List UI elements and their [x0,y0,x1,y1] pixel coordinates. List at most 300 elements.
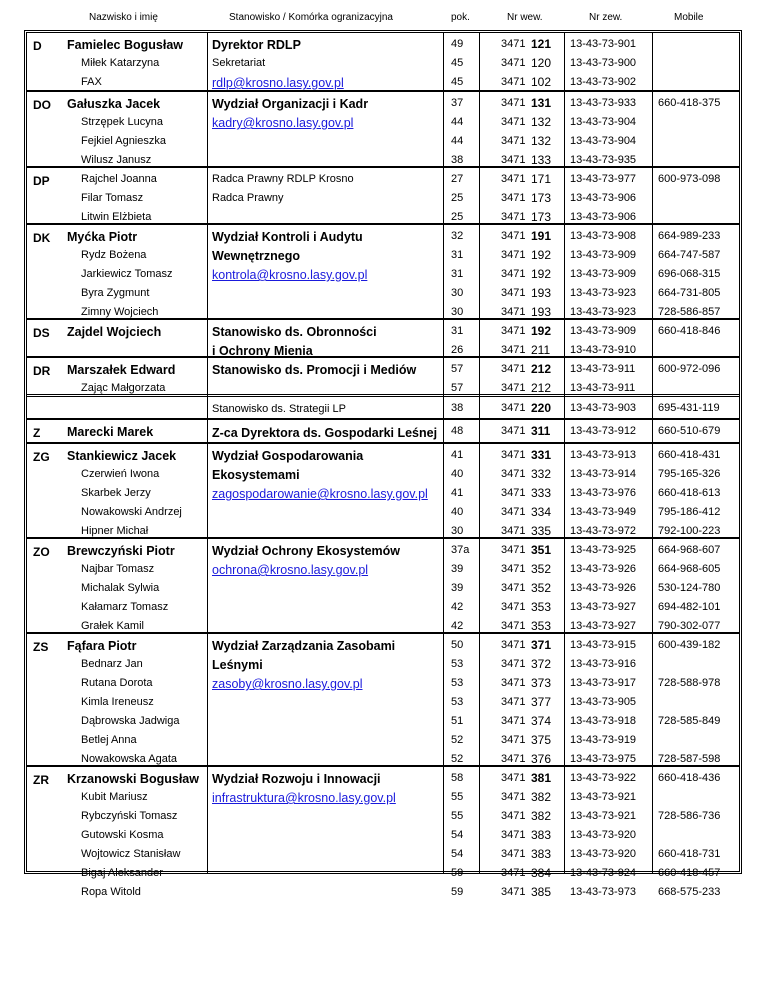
internal-extension: 333 [531,486,552,500]
column-divider [479,539,480,634]
room-number: 57 [451,363,464,375]
phone-prefix: 3471 [501,425,526,437]
unit-title: Stanowisko ds. Promocji i Mediów [212,363,417,377]
column-divider [564,358,565,396]
phone-prefix: 3471 [501,582,526,594]
external-number: 13-43-73-909 [570,249,637,261]
column-divider [443,92,444,168]
person-name: Rybczyński Tomasz [81,810,178,822]
unit-title: Radca Prawny [212,192,284,204]
column-divider [564,33,565,90]
column-divider [479,767,480,873]
internal-extension: 375 [531,733,552,747]
column-divider [564,92,565,168]
section-do [27,90,739,168]
internal-extension: 120 [531,56,552,70]
mobile-number: 668-575-233 [658,886,721,898]
unit-code: DO [33,98,51,112]
column-divider [443,33,444,90]
room-number: 27 [451,173,464,185]
mobile-number: 694-482-101 [658,601,721,613]
phone-prefix: 3471 [501,658,526,670]
person-name: Fejkiel Agnieszka [81,135,166,147]
internal-extension: 382 [531,790,552,804]
internal-extension: 383 [531,828,552,842]
person-name: Zimny Wojciech [81,306,159,318]
column-divider [207,420,208,444]
section-zr [27,765,739,899]
person-name: Wilusz Janusz [81,154,152,166]
unit-code: ZR [33,773,49,787]
external-number: 13-43-73-973 [570,886,637,898]
phone-prefix: 3471 [501,363,526,375]
room-number: 42 [451,620,464,632]
unit-title: Wewnętrznego [212,249,300,263]
phone-prefix: 3471 [501,677,526,689]
internal-extension: 382 [531,809,552,823]
room-number: 41 [451,487,464,499]
unit-title: Wydział Kontroli i Audytu [212,230,363,244]
phone-prefix: 3471 [501,487,526,499]
column-divider [207,168,208,225]
phone-prefix: 3471 [501,57,526,69]
internal-extension: 193 [531,305,552,319]
internal-extension: 132 [531,115,552,129]
external-number: 13-43-73-905 [570,696,637,708]
room-number: 57 [451,382,464,394]
room-number: 31 [451,249,464,261]
person-name: Ropa Witold [81,886,141,898]
mobile-number: 664-968-607 [658,544,721,556]
column-divider [652,767,653,873]
phone-prefix: 3471 [501,211,526,223]
column-divider [564,320,565,358]
column-divider [479,320,480,358]
internal-extension: 132 [531,134,552,148]
external-number: 13-43-73-911 [570,363,636,375]
column-divider [652,33,653,90]
external-number: 13-43-73-902 [570,76,637,88]
room-number: 51 [451,715,464,727]
column-divider [207,767,208,873]
phone-prefix: 3471 [501,829,526,841]
phone-prefix: 3471 [501,525,526,537]
column-divider [652,634,653,767]
phone-prefix: 3471 [501,468,526,480]
phone-prefix: 3471 [501,506,526,518]
person-name: Brewczyński Piotr [67,544,175,558]
phone-prefix: 3471 [501,753,526,765]
mobile-number: 696-068-315 [658,268,721,280]
internal-extension: 121 [531,37,552,51]
external-number: 13-43-73-976 [570,487,637,499]
phone-prefix: 3471 [501,154,526,166]
unit-title: Z-ca Dyrektora ds. Gospodarki Leśnej [212,426,438,440]
internal-extension: 171 [531,172,552,186]
unit-title: Stanowisko ds. Strategii LP [212,403,346,415]
mobile-number: 600-439-182 [658,639,721,651]
room-number: 45 [451,76,464,88]
room-number: 30 [451,287,464,299]
person-name: Bigaj Aleksander [81,867,163,879]
column-divider [207,92,208,168]
internal-extension: 371 [531,638,552,652]
mobile-number: 792-100-223 [658,525,721,537]
person-name: FAX [81,76,102,88]
phone-prefix: 3471 [501,867,526,879]
room-number: 31 [451,325,464,337]
person-name: Zając Małgorzata [81,382,166,394]
phone-prefix: 3471 [501,97,526,109]
phone-prefix: 3471 [501,563,526,575]
mobile-number: 600-972-096 [658,363,721,375]
internal-extension: 191 [531,229,552,243]
phone-prefix: 3471 [501,544,526,556]
column-divider [652,358,653,396]
external-number: 13-43-73-909 [570,325,637,337]
column-divider [443,225,444,320]
table-header [24,0,742,30]
column-divider [479,358,480,396]
mobile-number: 664-989-233 [658,230,721,242]
internal-extension: 377 [531,695,552,709]
person-name: Marszałek Edward [67,363,176,377]
unit-title: Wydział Gospodarowania [212,449,364,463]
directory-table [24,30,742,899]
section-strategy [27,394,739,421]
internal-extension: 384 [531,866,552,880]
internal-extension: 211 [531,343,551,357]
room-number: 44 [451,116,464,128]
column-divider [652,168,653,225]
column-divider [564,634,565,767]
room-number: 52 [451,734,464,746]
person-name: Marecki Marek [67,425,154,439]
phone-prefix: 3471 [501,848,526,860]
mobile-number: 728-588-978 [658,677,721,689]
person-name: Litwin Elżbieta [81,211,152,223]
phone-prefix: 3471 [501,810,526,822]
phone-prefix: 3471 [501,734,526,746]
room-number: 50 [451,639,464,651]
unit-code: ZS [33,640,49,654]
email-link[interactable]: kontrola@krosno.lasy.gov.pl [212,268,368,282]
internal-extension: 352 [531,581,552,595]
external-number: 13-43-73-914 [570,468,637,480]
person-name: Czerwień Iwona [81,468,160,480]
unit-code: ZG [33,450,50,464]
column-divider [479,168,480,225]
phone-prefix: 3471 [501,639,526,651]
external-number: 13-43-73-904 [570,116,637,128]
room-number: 54 [451,829,464,841]
internal-extension: 334 [531,505,552,519]
person-name: Nowakowski Andrzej [81,506,182,518]
section-zg [27,442,739,539]
person-name: Wojtowicz Stanisław [81,848,181,860]
room-number: 42 [451,601,464,613]
room-number: 48 [451,425,464,437]
internal-extension: 353 [531,600,552,614]
phone-prefix: 3471 [501,306,526,318]
unit-title: Wydział Zarządzania Zasobami [212,639,396,653]
unit-code: Z [33,426,41,440]
room-number: 53 [451,696,464,708]
phone-prefix: 3471 [501,325,526,337]
room-number: 41 [451,449,464,461]
internal-extension: 192 [531,324,552,338]
person-name: Skarbek Jerzy [81,487,151,499]
external-number: 13-43-73-927 [570,620,637,632]
external-number: 13-43-73-949 [570,506,637,518]
person-name: Famielec Bogusław [67,38,184,52]
unit-title: Dyrektor RDLP [212,38,301,52]
phone-prefix: 3471 [501,601,526,613]
room-number: 37 [451,97,464,109]
person-name: Kubit Mariusz [81,791,148,803]
internal-extension: 212 [531,381,552,395]
person-name: Rydz Bożena [81,249,147,261]
external-number: 13-43-73-919 [570,734,637,746]
mobile-number: 660-418-731 [658,848,721,860]
room-number: 25 [451,211,464,223]
column-divider [479,92,480,168]
external-number: 13-43-73-911 [570,382,636,394]
section-dp [27,166,739,225]
unit-title: Ekosystemami [212,468,300,482]
person-name: Stankiewicz Jacek [67,449,177,463]
section-dr [27,356,739,396]
internal-extension: 373 [531,676,552,690]
internal-extension: 192 [531,267,552,281]
person-name: Miłek Katarzyna [81,57,160,69]
section-dk [27,223,739,320]
internal-extension: 374 [531,714,552,728]
phone-prefix: 3471 [501,76,526,88]
column-divider [479,225,480,320]
room-number: 30 [451,525,464,537]
mobile-number: 660-418-431 [658,449,721,461]
person-name: Myćka Piotr [67,230,138,244]
column-divider [479,444,480,539]
phone-prefix: 3471 [501,772,526,784]
column-divider [652,444,653,539]
email-link[interactable]: ochrona@krosno.lasy.gov.pl [212,563,369,577]
room-number: 39 [451,582,464,594]
internal-extension: 335 [531,524,552,538]
column-divider [479,420,480,444]
phone-prefix: 3471 [501,38,526,50]
room-number: 58 [451,772,464,784]
internal-extension: 331 [531,448,552,462]
room-number: 40 [451,506,464,518]
person-name: Bednarz Jan [81,658,143,670]
phone-prefix: 3471 [501,287,526,299]
unit-code: DK [33,231,51,245]
column-divider [564,444,565,539]
person-name: Grałek Kamil [81,620,144,632]
unit-code: D [33,39,42,53]
external-number: 13-43-73-923 [570,287,637,299]
person-name: Fąfara Piotr [67,639,137,653]
mobile-number: 664-747-587 [658,249,721,261]
column-divider [443,420,444,444]
person-name: Gałuszka Jacek [67,97,161,111]
external-number: 13-43-73-933 [570,97,637,109]
column-divider [443,444,444,539]
phone-prefix: 3471 [501,268,526,280]
phone-prefix: 3471 [501,449,526,461]
column-divider [652,225,653,320]
section-z [27,418,739,444]
internal-extension: 376 [531,752,552,766]
external-number: 13-43-73-915 [570,639,637,651]
internal-extension: 353 [531,619,552,633]
column-divider [443,358,444,396]
room-number: 30 [451,306,464,318]
internal-extension: 192 [531,248,552,262]
mobile-number: 728-587-598 [658,753,721,765]
person-name: Betlej Anna [81,734,137,746]
mobile-number: 660-418-613 [658,487,721,499]
external-number: 13-43-73-901 [570,38,637,50]
person-name: Zajdel Wojciech [67,325,162,339]
external-number: 13-43-73-972 [570,525,637,537]
mobile-number: 664-731-805 [658,287,721,299]
person-name: Michalak Sylwia [81,582,160,594]
column-divider [479,634,480,767]
header-internal: Nr wew. [507,12,543,23]
internal-extension: 311 [531,424,551,438]
internal-extension: 385 [531,885,552,899]
mobile-number: 695-431-119 [658,402,720,414]
external-number: 13-43-73-922 [570,772,637,784]
person-name: Rutana Dorota [81,677,153,689]
unit-title: Wydział Rozwoju i Innowacji [212,772,381,786]
unit-code: DP [33,174,50,188]
external-number: 13-43-73-926 [570,582,637,594]
room-number: 55 [451,810,464,822]
section-ds [27,318,739,358]
email-link[interactable]: zagospodarowanie@krosno.lasy.gov.pl [212,487,428,501]
external-number: 13-43-73-925 [570,544,637,556]
room-number: 40 [451,468,464,480]
external-number: 13-43-73-917 [570,677,637,689]
person-name: Nowakowska Agata [81,753,177,765]
mobile-number: 530-124-780 [658,582,721,594]
column-divider [652,420,653,444]
mobile-number: 660-418-846 [658,325,721,337]
column-divider [564,767,565,873]
external-number: 13-43-73-924 [570,867,637,879]
unit-title: Radca Prawny RDLP Krosno [212,173,354,185]
column-divider [479,33,480,90]
external-number: 13-43-73-916 [570,658,637,670]
external-number: 13-43-73-927 [570,601,637,613]
person-name: Kałamarz Tomasz [81,601,169,613]
phone-prefix: 3471 [501,382,526,394]
column-divider [207,358,208,396]
external-number: 13-43-73-913 [570,449,637,461]
room-number: 32 [451,230,464,242]
external-number: 13-43-73-906 [570,211,637,223]
column-divider [207,634,208,767]
external-number: 13-43-73-906 [570,192,637,204]
internal-extension: 102 [531,75,552,89]
phone-prefix: 3471 [501,886,526,898]
mobile-number: 660-418-375 [658,97,721,109]
person-name: Filar Tomasz [81,192,144,204]
column-divider [443,168,444,225]
internal-extension: 133 [531,153,552,167]
column-divider [207,225,208,320]
phone-prefix: 3471 [501,173,526,185]
external-number: 13-43-73-923 [570,306,637,318]
column-divider [564,420,565,444]
person-name: Byra Zygmunt [81,287,150,299]
person-name: Gutowski Kosma [81,829,164,841]
external-number: 13-43-73-975 [570,753,637,765]
person-name: Kimla Ireneusz [81,696,154,708]
mobile-number: 728-585-849 [658,715,721,727]
unit-title: Wydział Ochrony Ekosystemów [212,544,401,558]
phone-prefix: 3471 [501,402,526,414]
phone-prefix: 3471 [501,620,526,632]
room-number: 44 [451,135,464,147]
phone-prefix: 3471 [501,715,526,727]
internal-extension: 351 [531,543,552,557]
external-number: 13-43-73-920 [570,829,637,841]
mobile-number: 790-302-077 [658,620,721,632]
internal-extension: 212 [531,362,552,376]
internal-extension: 173 [531,210,552,224]
phone-prefix: 3471 [501,344,526,356]
internal-extension: 332 [531,467,552,481]
email-link[interactable]: rdlp@krosno.lasy.gov.pl [212,76,344,90]
column-divider [652,320,653,358]
room-number: 54 [451,848,464,860]
mobile-number: 660-418-436 [658,772,721,784]
phone-prefix: 3471 [501,116,526,128]
room-number: 31 [451,268,464,280]
external-number: 13-43-73-912 [570,425,637,437]
email-link[interactable]: kadry@krosno.lasy.gov.pl [212,116,354,130]
section-zs [27,632,739,767]
external-number: 13-43-73-926 [570,563,637,575]
internal-extension: 173 [531,191,552,205]
column-divider [443,767,444,873]
internal-extension: 381 [531,771,552,785]
person-name: Rajchel Joanna [81,173,157,185]
column-divider [443,320,444,358]
room-number: 59 [451,867,464,879]
room-number: 37a [451,544,470,556]
internal-extension: 352 [531,562,552,576]
unit-title: Wydział Organizacji i Kadr [212,97,369,111]
room-number: 49 [451,38,464,50]
mobile-number: 660-510-679 [658,425,721,437]
email-link[interactable]: zasoby@krosno.lasy.gov.pl [212,677,363,691]
column-divider [443,634,444,767]
internal-extension: 383 [531,847,552,861]
person-name: Strzępek Lucyna [81,116,163,128]
email-link[interactable]: infrastruktura@krosno.lasy.gov.pl [212,791,396,805]
person-name: Hipner Michał [81,525,149,537]
external-number: 13-43-73-908 [570,230,637,242]
header-room: pok. [451,12,470,23]
unit-code: DR [33,364,51,378]
external-number: 13-43-73-900 [570,57,637,69]
